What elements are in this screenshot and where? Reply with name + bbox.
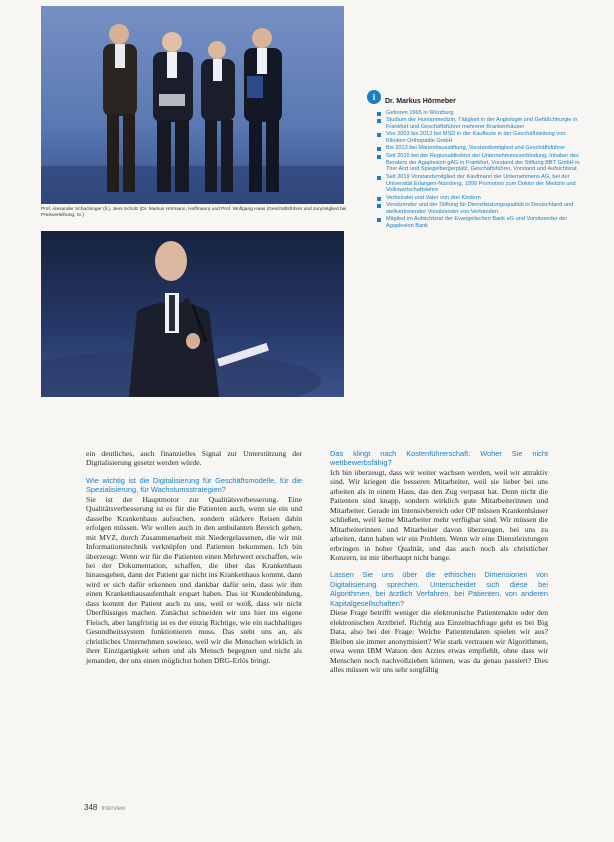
award-ceremony-photo bbox=[41, 6, 344, 204]
left-column bbox=[86, 449, 302, 673]
bio-item: Von 2003 bis 2012 bei MSD in der Kaufleute in der Geschäftsleitung von Kliniken Orthopädie GmbH bbox=[377, 131, 585, 145]
speaker-illustration bbox=[41, 231, 344, 397]
info-icon: i bbox=[367, 90, 381, 104]
bio-name: Dr. Markus Hörmeber bbox=[385, 98, 456, 105]
interview-answer: Diese Frage betrifft weniger die elektronische Patientenakte oder den elektronischen Arztbrief. Richtig aus Einzelnachfrage geht es bei Big Data, also bei der Frage: Welche Patientendaten spielen wir aus? Bleiben sie immer anonymisiert? Wie stark vertrauen wir Algorithmen, etwa wenn IBM Watson den Arztes etwas empfiehlt, ohne dass wir Menschen noch nachvollziehen können, was da genau passiert? Dies alles müssen wir uns sehr sorgfältig bbox=[330, 608, 548, 674]
interview-question: Lassen Sie uns über die ethischen Dimensionen von Digitalisierung sprechen. Unterscheidet sich diese bei Algorithmen, bei ärztlich Verfahren, bei Patienten, von anderen Kapitalgesellschaften? bbox=[330, 570, 548, 608]
bio-item: Studium der Humanmedizin, Tätigkeit in der Angiologie und Gefäßchirurgie in Frankfurt und Geschäftsführer mehrerer Krankenhäuser bbox=[377, 117, 585, 131]
bio-item: Bis 2013 bei Marienhausstiftung, Vorstandsmitglied und Geschäftsführer bbox=[377, 145, 585, 152]
bio-item: Vorsitzender und der Stiftung für Dienstleistungsqualität in Deutschland und stellvertretender Vorsitzender von Verbänden bbox=[377, 202, 585, 216]
bio-item: Verheiratet und Vater von drei Kindern bbox=[377, 195, 585, 202]
page-number: 348 bbox=[84, 803, 98, 812]
interview-answer: Sie ist der Hauptmotor zur Qualitätsverbesserung. Eine Qualitätsverbesserung ist es für die Patienten auch, wenn sie ein und dasselbe Krankenhaus aufsuchen, sondern stärkere Reisen dahin erfolgen müssen. Wir wollen auch in den ambulanten Bereich gehen, mit MVZ, durch Zusammenarbeit mit Niedergelassenen, die wir mit Informationstechnik verknüpfen und Patienten bekommen. Ich bin überzeugt: Wenn wir für die Patienten einen Mehrwert erschaffen, wie bei der Dokumentation, schaffen, die über das Krankenhaus hinausgehen, dann der Patient gar nicht ins Krankenhaus kommt, dann wird er sich dafür erkennen und dankbar dafür sein, dass wir ihm einen Krankenhausaufenthalt erspart haben. Das ist Kundenbindung, dass kommt der Patient auch zu uns, weil er weiß, dass wir nicht Überflüssiges machen. Zunächst schneiden wir uns hier ins eigene Fleisch, aber langfristig ist es der einzig Richtige, wie ein nachhaltiges Gesundheitssystem funktionieren muss. Das steht uns an, als christliches Unternehmen sowieso, weil wir die Menschen wirklich in ihrer Einzigartigkeit sehen und als Mensch begegnen und nicht als jemanden, der uns einen möglichst hohen DRG-Erlös bringt. bbox=[86, 494, 302, 665]
right-column bbox=[330, 449, 548, 682]
page-footer bbox=[84, 803, 125, 812]
section-label: Interview bbox=[101, 806, 126, 812]
bio-item: Geboren 1965 in Würzburg bbox=[377, 110, 585, 117]
interview-question: Das klingt nach Kostenführerschaft: Woher Sie nicht wettbewerbsfähig? bbox=[330, 449, 548, 468]
bio-list bbox=[377, 110, 585, 230]
interview-question: Wie wichtig ist die Digitalisierung für Geschäftsmodelle, für die Spezialisierung, für Wachstumsstrategien? bbox=[86, 475, 302, 495]
photo-caption: Prof. Alexander Schachinger (li.), Jens Scholz (Dr. Markus Hörmann, Hoffmann) und Prof. Wolfgang Haas (Geschäftsführer und Jurymitglied bei Preisverleihung, re.) bbox=[41, 207, 347, 218]
speaker-photo bbox=[41, 231, 344, 397]
paragraph: ein deutliches, auch finanzielles Signal zur Unterstützung der Digitalisierung gesetzt werden würde. bbox=[86, 449, 302, 468]
award-ceremony-illustration bbox=[41, 6, 344, 204]
interview-answer: Ich bin überzeugt, dass wir weiter wachsen werden, weil wir attraktiv sind. Wir kriegen die besseren Mitarbeiter, weil sie lieber bei uns arbeiten als in einem Haus, das den Zug verpasst hat. Denn nicht die Patienten sind knapp, sondern wirklich gute Mitarbeiterinnen und Mitarbeiter. Gerade im Intensivbereich oder OP müssen Krankenhäuser schließen, weil keine Mitarbeiter mehr verfügbar sind. Wir müssen die Mitarbeiterinnen und Mitarbeiter davon überzeugen, bei uns zu arbeiten, dann haben wir ein Problem. Wenn wir eine Dienstleistungen erbringen in hoher Qualität, und das auch noch als christlicher Konzern, ist mir überhaupt nicht bange. bbox=[330, 467, 548, 562]
bio-item: Mitglied im Aufsichtsrat der Evangelischen Bank eG und Vorsitzender der Agaplesion Bank bbox=[377, 216, 585, 230]
bio-item: Seit 2019 Vorstandsmitglied der Kaufmann der Unternehmens AG, bei der Universität Erlangen-Nürnberg, 1999 Promotion zum Doktor der Medizin und Volkswirtschaftslehre bbox=[377, 174, 585, 195]
bio-item: Seit 2015 bei der Regionaldirektor der Unternehmensverbindung, Inhaber des Beraters der Agaplesion gAG in Frankfurt, Vorstand der Stiftung BBT GmbH in Trier Arzt und Spiegelbergerplatz, Geschäftsführer, Vorstand und Aufsichtsrat bbox=[377, 153, 585, 174]
